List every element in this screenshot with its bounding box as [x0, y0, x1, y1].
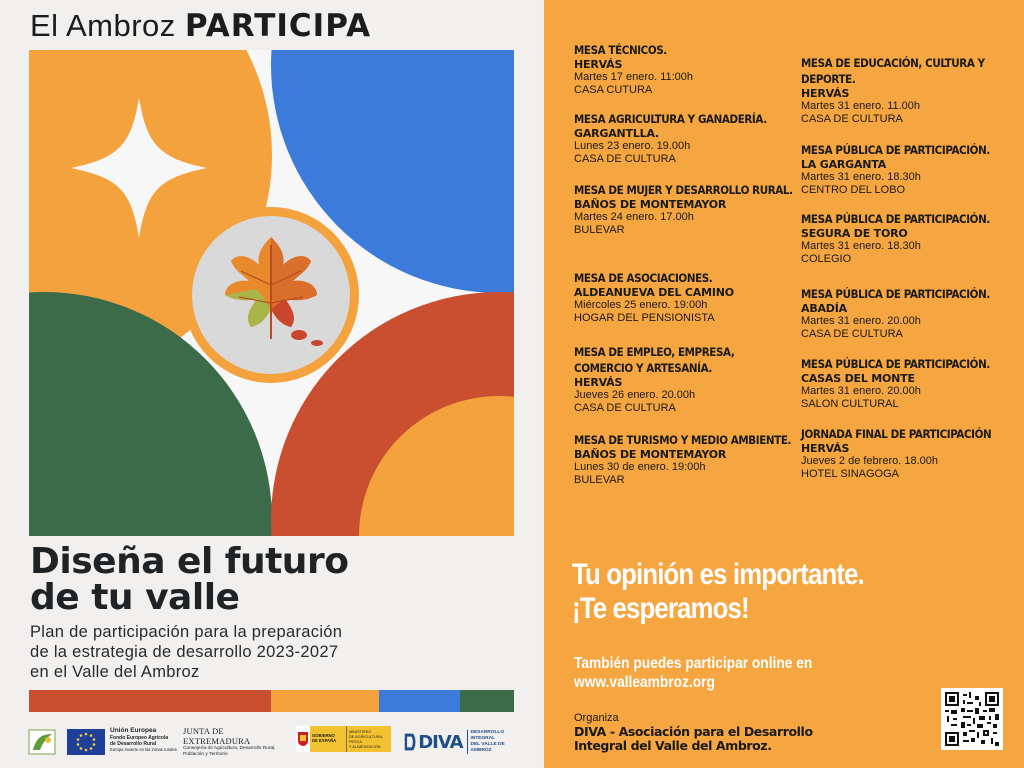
ministerio-line-2: DE AGRICULTURA, PESCA — [349, 735, 384, 744]
event-date: Lunes 30 de enero. 19:00h — [574, 461, 706, 473]
event-item — [801, 142, 1011, 197]
event-date: Martes 31 enero. 20.00h — [801, 315, 921, 327]
event-place: BAÑOS DE MONTEMAYOR — [574, 198, 727, 211]
event-title: MESA PÚBLICA DE PARTICIPACIÓN. — [801, 212, 990, 226]
event-place: SEGURA DE TORO — [801, 227, 908, 240]
brand-title — [30, 8, 371, 44]
gobierno-line-2: DE ESPAÑA — [312, 738, 337, 743]
online-url-link[interactable]: www.valleambroz.org — [574, 674, 715, 691]
eu-line-1: Fondo Europeo Agrícola — [110, 735, 169, 741]
eu-title: Unión Europea — [110, 727, 157, 734]
event-place: ABADÍA — [801, 302, 847, 315]
event-item — [801, 286, 1011, 341]
event-place: HERVÁS — [574, 376, 623, 389]
event-place: ALDEANUEVA DEL CAMINO — [574, 286, 734, 299]
gobierno-line-1: GOBIERNO — [312, 733, 335, 738]
event-venue: CASA DE CULTURA — [574, 153, 676, 165]
event-venue: CENTRO DEL LOBO — [801, 184, 906, 196]
eu-line-2: de Desarrollo Rural — [110, 741, 157, 747]
diva-text — [467, 730, 516, 754]
event-date: Martes 24 enero. 17.00h — [574, 211, 694, 223]
organizer-label: Organiza — [574, 712, 619, 724]
event-item — [801, 356, 1011, 411]
eu-text — [110, 724, 180, 760]
diva-line-2: DEL VALLE DE AMBROZ — [470, 742, 505, 753]
event-place: HERVÁS — [801, 442, 850, 455]
event-place: GARGANTLLA. — [574, 127, 659, 140]
ministerio-text — [346, 726, 391, 752]
subtitle-line-1: Plan de participación para la preparación — [30, 623, 343, 641]
headline — [30, 541, 349, 618]
event-title: MESA DE EMPLEO, EMPRESA, COMERCIO Y ARTESANÍA. — [574, 345, 735, 375]
event-place: BAÑOS DE MONTEMAYOR — [574, 448, 727, 461]
color-bar-orange — [271, 690, 379, 712]
event-date: Lunes 23 enero. 19.00h — [574, 140, 691, 152]
event-title: MESA DE ASOCIACIONES. — [574, 271, 713, 285]
event-venue: HOTEL SINAGOGA — [801, 468, 900, 480]
ministerio-line-1: MINISTERIO — [349, 730, 372, 734]
event-venue: CASA DE CULTURA — [801, 328, 903, 340]
junta-title: JUNTA DE EXTREMADURA — [183, 726, 251, 746]
event-place: CASAS DEL MONTE — [801, 372, 915, 385]
diva-logo — [404, 724, 516, 760]
brand-emphasis: PARTICIPA — [184, 8, 372, 44]
color-bar-green — [460, 690, 514, 712]
online-participation — [574, 654, 812, 692]
subtitle-line-3: en el Valle del Ambroz — [30, 663, 200, 681]
online-line-1: También puedes participar online en — [574, 655, 813, 672]
event-date: Miércoles 25 enero. 19:00h — [574, 299, 708, 311]
gobierno-logo — [296, 726, 391, 752]
event-date: Martes 17 enero. 11:00h — [574, 71, 694, 83]
event-item — [574, 432, 794, 487]
event-date: Jueves 26 enero. 20.00h — [574, 389, 696, 401]
event-item — [574, 111, 794, 166]
event-item — [801, 211, 1011, 266]
qr-code-icon[interactable] — [941, 688, 1003, 750]
cta-heading — [572, 558, 864, 626]
diva-mark-text: DIVA — [418, 731, 463, 753]
headline-line-1: Diseña el futuro — [30, 541, 349, 582]
event-title: MESA AGRICULTURA Y GANADERÍA. — [574, 112, 767, 126]
event-venue: BULEVAR — [574, 224, 625, 236]
cta-line-1: Tu opinión es importante. — [572, 558, 864, 591]
event-item — [801, 55, 1011, 126]
brand-prefix: El Ambroz — [30, 8, 176, 43]
event-item — [574, 270, 794, 325]
color-bar-blue — [379, 690, 460, 712]
event-venue: BULEVAR — [574, 474, 625, 486]
subtitle-line-2: de la estrategia de desarrollo 2023-2027 — [30, 643, 339, 661]
leader-logo-icon — [28, 724, 58, 760]
junta-line-1: Consejería de Agricultura, Desarrollo Rural, — [183, 746, 276, 751]
organizer-line-1: DIVA - Asociación para el Desarrollo — [574, 724, 813, 739]
organizer — [574, 712, 813, 753]
gobierno-text — [310, 726, 346, 752]
event-title: MESA PÚBLICA DE PARTICIPACIÓN. — [801, 287, 990, 301]
event-date: Martes 31 enero. 11.00h — [801, 100, 921, 112]
diva-mark-icon — [404, 729, 416, 755]
color-bar-red — [29, 690, 271, 712]
event-date: Jueves 2 de febrero. 18.00h — [801, 455, 938, 467]
event-place: HERVÁS — [574, 58, 623, 71]
junta-logo — [183, 724, 291, 760]
event-title: MESA DE MUJER Y DESARROLLO RURAL. — [574, 183, 793, 197]
ministerio-line-3: Y ALIMENTACIÓN — [349, 745, 381, 749]
event-venue: HOGAR DEL PENSIONISTA — [574, 312, 715, 324]
event-title: JORNADA FINAL DE PARTICIPACIÓN — [801, 427, 992, 441]
spain-shield-icon — [296, 726, 310, 752]
headline-line-2: de tu valle — [30, 577, 240, 618]
eu-flag-icon — [66, 724, 106, 760]
event-venue: SALON CULTURAL — [801, 398, 899, 410]
event-date: Martes 31 enero. 20.00h — [801, 385, 921, 397]
event-item — [574, 42, 794, 97]
qr-code-graphic — [945, 692, 999, 746]
event-title: MESA DE TURISMO Y MEDIO AMBIENTE. — [574, 433, 792, 447]
event-venue: COLEGIO — [801, 253, 852, 265]
junta-line-2: Población y Territorio — [183, 752, 228, 757]
diva-line-1: DESARROLLO INTEGRAL — [470, 730, 505, 741]
sponsor-logos — [28, 724, 518, 760]
event-title: MESA TÉCNICOS. — [574, 43, 667, 57]
organizer-line-2: Integral del Valle del Ambroz. — [574, 738, 772, 753]
poster-artwork — [29, 50, 514, 536]
subtitle — [30, 622, 342, 682]
event-place: LA GARGANTA — [801, 158, 887, 171]
event-item — [574, 182, 794, 237]
event-title: MESA PÚBLICA DE PARTICIPACIÓN. — [801, 143, 990, 157]
event-date: Martes 31 enero. 18.30h — [801, 171, 921, 183]
event-venue: CASA DE CULTURA — [801, 113, 903, 125]
event-place: HERVÁS — [801, 87, 850, 100]
event-title: MESA DE EDUCACIÓN, CULTURA Y DEPORTE. — [801, 56, 985, 86]
event-title: MESA PÚBLICA DE PARTICIPACIÓN. — [801, 357, 990, 371]
cta-line-2: ¡Te esperamos! — [572, 592, 749, 625]
color-bar — [29, 690, 514, 712]
event-item — [574, 344, 794, 415]
event-item — [801, 426, 1011, 481]
event-venue: CASA CUTURA — [574, 84, 653, 96]
event-venue: CASA DE CULTURA — [574, 402, 676, 414]
eu-line-3: Europa invierte en las zonas rurales — [110, 747, 177, 752]
event-date: Martes 31 enero. 18.30h — [801, 240, 921, 252]
poster-right-panel — [544, 0, 1024, 768]
